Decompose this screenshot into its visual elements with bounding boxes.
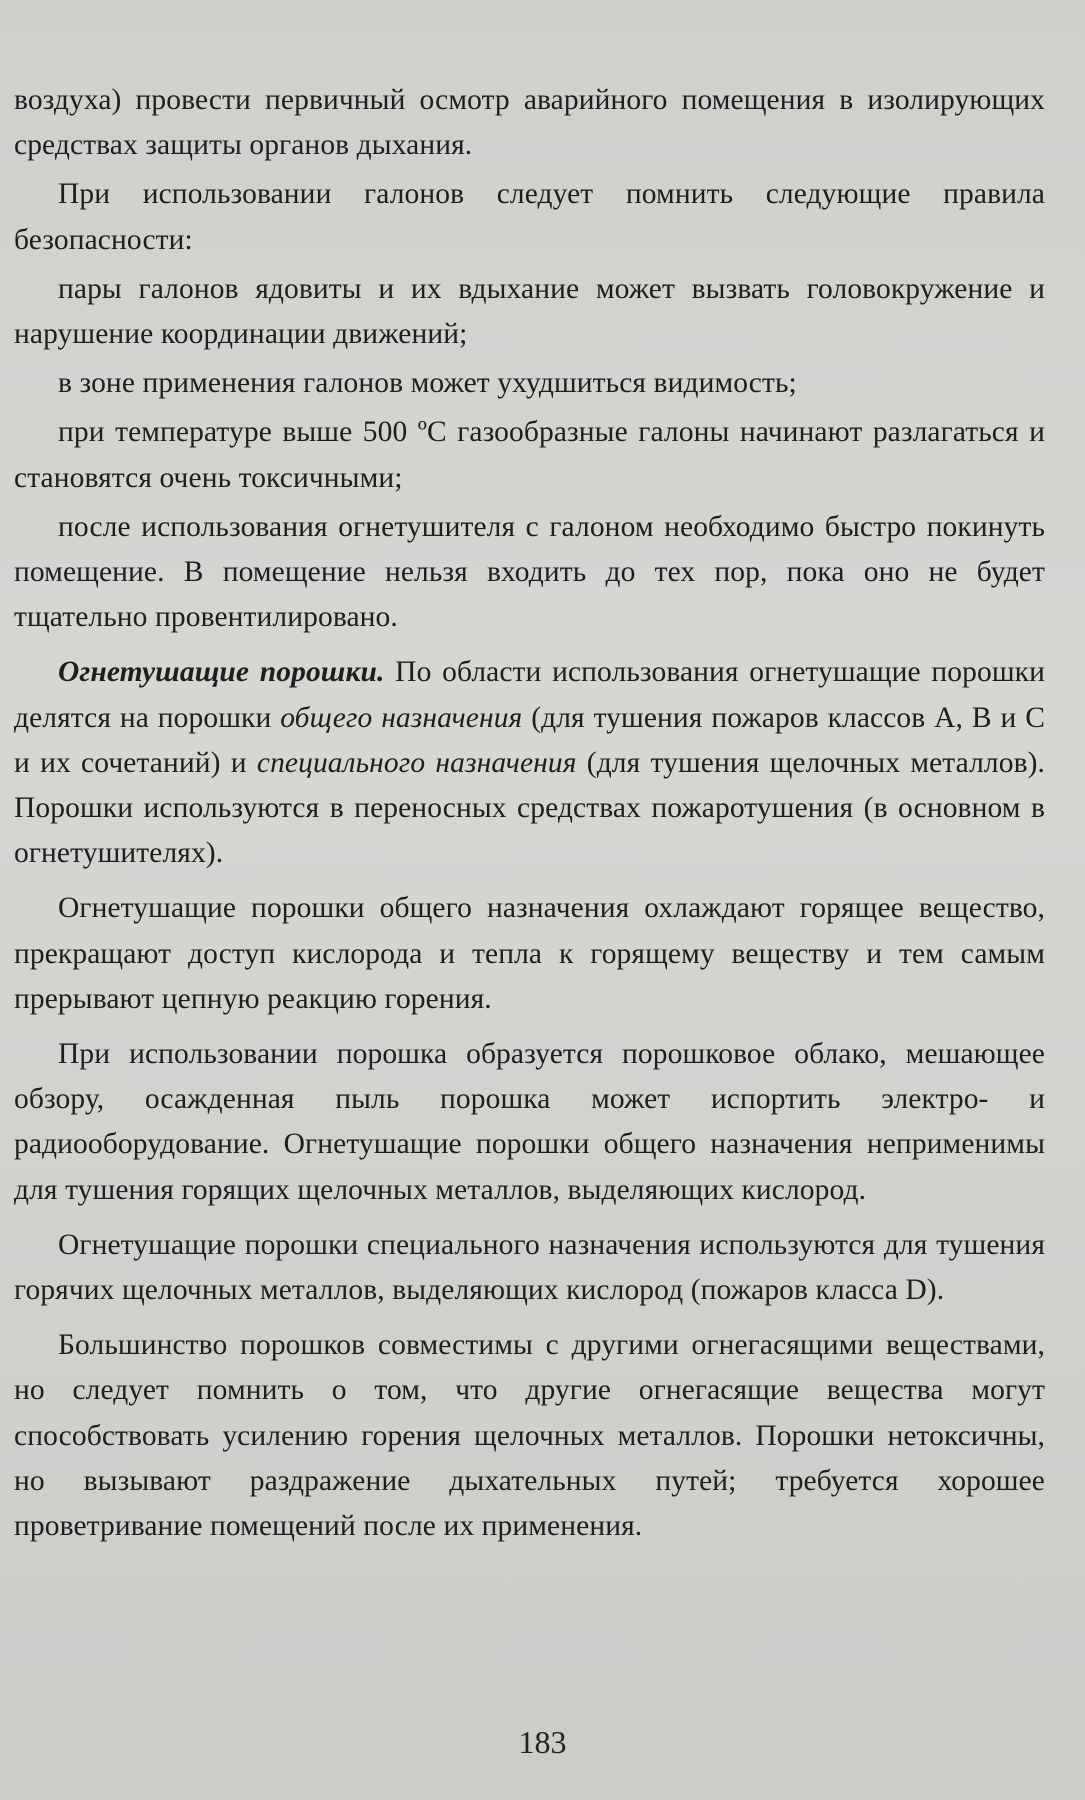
paragraph-halon-rule-temperature: при температуре выше 500 ºС газообразные галоны начинают разлагаться и становятся очень токсичными;	[14, 416, 1045, 494]
text-segment: (для тушения щелочных металлов). Порошки используются в переносных средствах пожаротушения (в основном в огнетушителях).	[14, 746, 1046, 870]
body-text	[14, 78, 1045, 1549]
paragraph-halon-rules-intro: При использовании галонов следует помнить следующие правила безопасности:	[14, 178, 1045, 256]
paragraph-halon-rule-visibility: в зоне применения галонов может ухудшиться видимость;	[58, 367, 797, 400]
paragraph-continuation: воздуха) провести первичный осмотр аварийного помещения в изолирующих средствах защиты органов дыхания.	[14, 84, 1045, 162]
text-segment: По области использования огнетушащие порошки делятся на порошки	[14, 656, 1045, 734]
paragraph-powders-definition	[14, 650, 1045, 876]
paragraph-powder-compatibility: Большинство порошков совместимы с другими огнегасящими веществами, но следует помнить о том, что другие огнегасящие вещества могут способствовать усилению горения щелочных металлов. Порошки нетоксичны, но вызывают раздражение дыхательных путей; требуется хорошее проветривание помещений после их применения.	[14, 1329, 1045, 1543]
paragraph-general-powders-action: Огнетушащие порошки общего назначения охлаждают горящее вещество, прекращают доступ кислорода и тепла к горящему веществу и тем самым прерывают цепную реакцию горения.	[14, 892, 1045, 1015]
italic-term-general-purpose: общего назначения	[280, 701, 523, 734]
page-number: 183	[518, 1724, 567, 1760]
paragraph-halon-rule-toxic-vapors: пары галонов ядовиты и их вдыхание может вызвать головокружение и нарушение координации движений;	[14, 272, 1045, 351]
italic-term-special-purpose: специального назначения	[256, 746, 577, 779]
section-heading-powders: Огнетушащие порошки.	[58, 656, 385, 689]
text-segment: (для тушения пожаров классов А, В и С и их сочетаний) и	[14, 701, 1045, 779]
paragraph-halon-rule-leave-room: после использования огнетушителя с галоном необходимо быстро покинуть помещение. В помещение нельзя входить до тех пор, пока оно не будет тщательно провентилировано.	[14, 510, 1045, 634]
paragraph-powder-cloud: При использовании порошка образуется порошковое облако, мешающее обзору, осажденная пыль порошка может испортить электро- и радиооборудование. Огнетушащие порошки общего назначения неприменимы для тушения горящих щелочных металлов, выделяющих кислород.	[14, 1038, 1045, 1206]
paragraph-special-powders: Огнетушащие порошки специального назначения используются для тушения горячих щелочных металлов, выделяющих кислород (пожаров класса D).	[14, 1228, 1045, 1307]
